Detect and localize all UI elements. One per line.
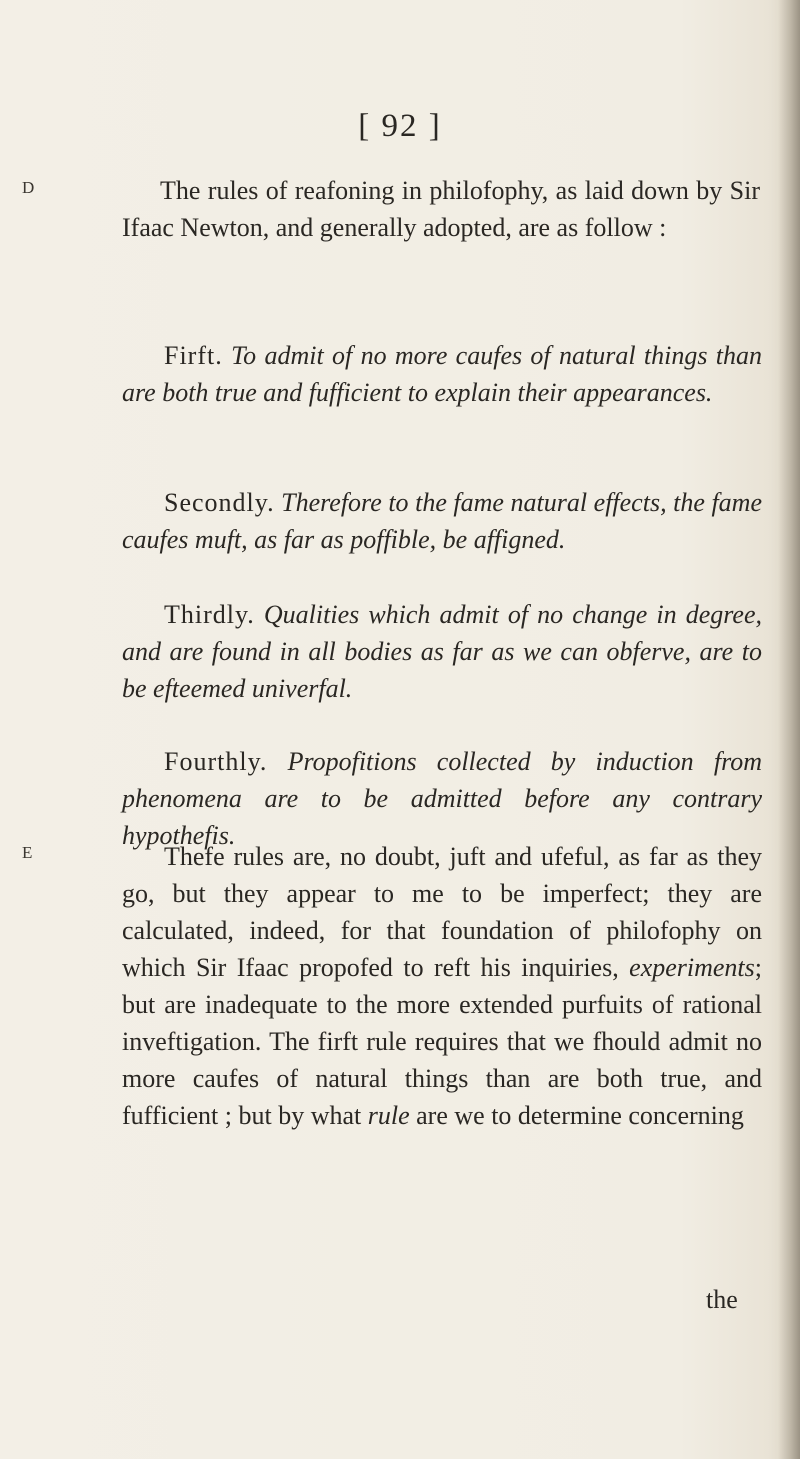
catchword: the [706,1285,738,1314]
rule-second-lead: Secondly. [164,488,275,517]
commentary-part-3: are we to determine concerning [416,1101,744,1130]
rule-third [122,596,762,707]
rule-fourth-text: Propofitions collected by induction from phenomena are to be admitted before any contrary hypothefis. [122,747,762,850]
commentary-part-1: Thefe rules are, no doubt, juft and ufeful, as far as they go, but they appear to me to be imperfect; they are calculated, indeed, for that foundation of philofophy on which Sir Ifaac propofed to reft his inquiries, [122,842,762,982]
commentary-emphasis-experiments: experiments [629,953,755,982]
rule-first-lead: Firft. [164,341,223,370]
margin-mark-d: D [22,178,35,197]
rule-fourth-lead: Fourthly. [164,747,268,776]
rule-first [122,337,762,411]
commentary-paragraph [122,838,762,1134]
intro-paragraph: The rules of reafoning in philofophy, as laid down by Sir Ifaac Newton, and generally adopted, are as follow : [122,176,760,242]
rule-first-text: To admit of no more caufes of natural things than are both true and fufficient to explain their appearances. [122,341,762,407]
commentary-part-2: ; but are inadequate to the more extended purfuits of rational inveftigation. The firft rule requires that we fhould admit no more caufes of natural things than are both true, and fufficient ; but by what [122,953,763,1130]
rule-second-text: Therefore to the fame natural effects, the fame caufes muft, as far as poffible, be affigned. [122,488,762,554]
page-edge-shadow [778,0,800,1459]
commentary-emphasis-rule: rule [367,1101,410,1130]
rule-third-lead: Thirdly. [164,600,255,629]
rule-second [122,484,762,558]
rule-third-text: Qualities which admit of no change in degree, and are found in all bodies as far as we can obferve, are to be efteemed univerfal. [122,600,762,703]
page-number: [ 92 ] [358,108,442,144]
margin-mark-e: E [22,843,33,862]
